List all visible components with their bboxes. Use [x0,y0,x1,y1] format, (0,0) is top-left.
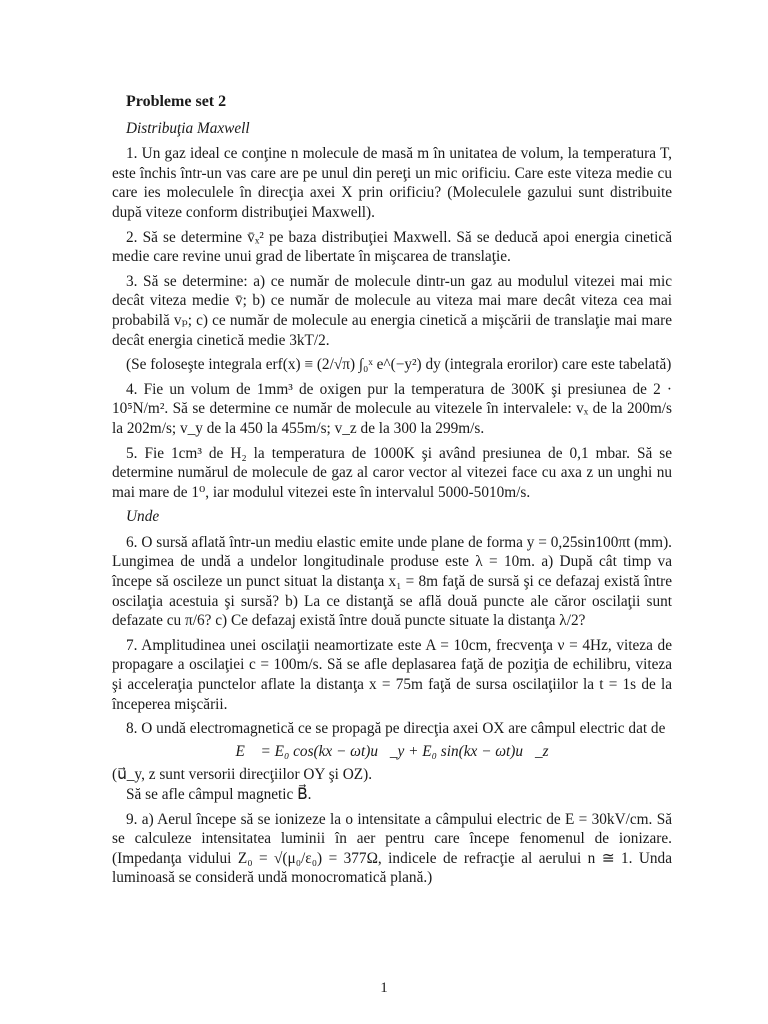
document-page [112,92,672,893]
problem-8-continuation: (u⃗_y, z sunt versorii direcţiilor OY şi OZ). [112,766,373,784]
document-title: Probleme set 2 [126,93,227,110]
section-heading-waves: Unde [126,508,160,526]
problem-3: 3. Să se determine: a) ce număr de molecule dintr-un gaz au modulul vitezei mai mic decât viteza medie v̄; b) ce număr de molecule au viteza mai mare decât viteza cea mai probabilă vₚ; c) ce număr de molecule au energia cinetică a mişcării de translaţie mai mare decât energia cinetică medie 3kT/2. [112,272,672,349]
problem-7: 7. Amplitudinea unei oscilaţii neamortizate este A = 10cm, frecvenţa ν = 4Hz, viteza de propagare a oscilaţiei c = 100m/s. Să se afle deplasarea faţă de poziţia de echilibru, viteza şi acceleraţia punctelor aflate la distanţa x = 75m faţă de sursa oscilaţiilor la t = 1s de la începerea mişcării. [112,636,672,713]
section-heading-maxwell: Distribuţia Maxwell [126,119,250,137]
page-number: 1 [380,980,388,996]
problem-5: 5. Fie 1cm³ de H₂ la temperatura de 1000K şi având presiunea de 0,1 mbar. Să se determine numărul de molecule de gaz al caror vector al vitezei face cu axa z un unghi nu mai mare de 1⁰, iar modulul vitezei este în intervalul 5000-5010m/s. [112,444,672,501]
problem-8-question: Să se afle câmpul magnetic B⃗. [126,786,312,803]
problem-3-note: (Se foloseşte integrala erf(x) ≡ (2/√π) ∫₀ˣ e^(−y²) dy (integrala erorilor) care este tabelată) [126,356,672,374]
problem-9: 9. a) Aerul începe să se ionizeze la o intensitate a câmpului electric de E = 30kV/cm. Să se calculeze intensitatea luminii în aer pentru care începe fenomenul de ionizare. (Impedanţa vidului Z₀ = √(μ₀/ε₀) = 377Ω, indicele de refracţie al aerului n ≅ 1. Unda luminoasă se consideră undă monocromatică plană.) [112,810,672,887]
problem-8-equation: E⃗ = E₀ cos(kx − ωt)u⃗_y + E₀ sin(kx − ωt)u⃗_z [235,742,549,760]
problem-4: 4. Fie un volum de 1mm³ de oxigen pur la temperatura de 300K şi presiunea de 2 · 10⁵N/m². Să se determine ce număr de molecule au vitezele în intervalele: vₓ de la 200m/s la 202m/s; v_y de la 450 la 455m/s; v_z de la 300 la 299m/s. [112,380,672,437]
problem-1: 1. Un gaz ideal ce conţine n molecule de masă m în unitatea de volum, la temperatura T, este închis într-un vas care are pe unul din pereţi un mic orificiu. Care este viteza medie cu care ies moleculele în direcţia axei X prin orificiu? (Moleculele gazului sunt distribuite după viteze conform distribuţiei Maxwell). [112,145,672,221]
problem-2: 2. Să se determine v̄ₓ² pe baza distribuţiei Maxwell. Să se deducă apoi energia cinetică medie care revine unui grad de libertate în mişcarea de translaţie. [112,228,672,266]
problem-6: 6. O sursă aflată într-un mediu elastic emite unde plane de forma y = 0,25sin100πt (mm). Lungimea de undă a undelor longitudinale produse este λ = 10m. a) După cât timp va începe să oscileze un punct situat la distanţa x₁ = 8m faţă de sursă şi ce defazaj există între oscilaţia acestuia şi sursă? b) La ce distanţă se află două puncte ale căror oscilaţii sunt defazate cu π/6? c) Ce defazaj există între două puncte situate la distanţa λ/2? [112,533,672,630]
problem-8: 8. O undă electromagnetică ce se propagă pe direcţia axei OX are câmpul electric dat de [126,720,666,738]
